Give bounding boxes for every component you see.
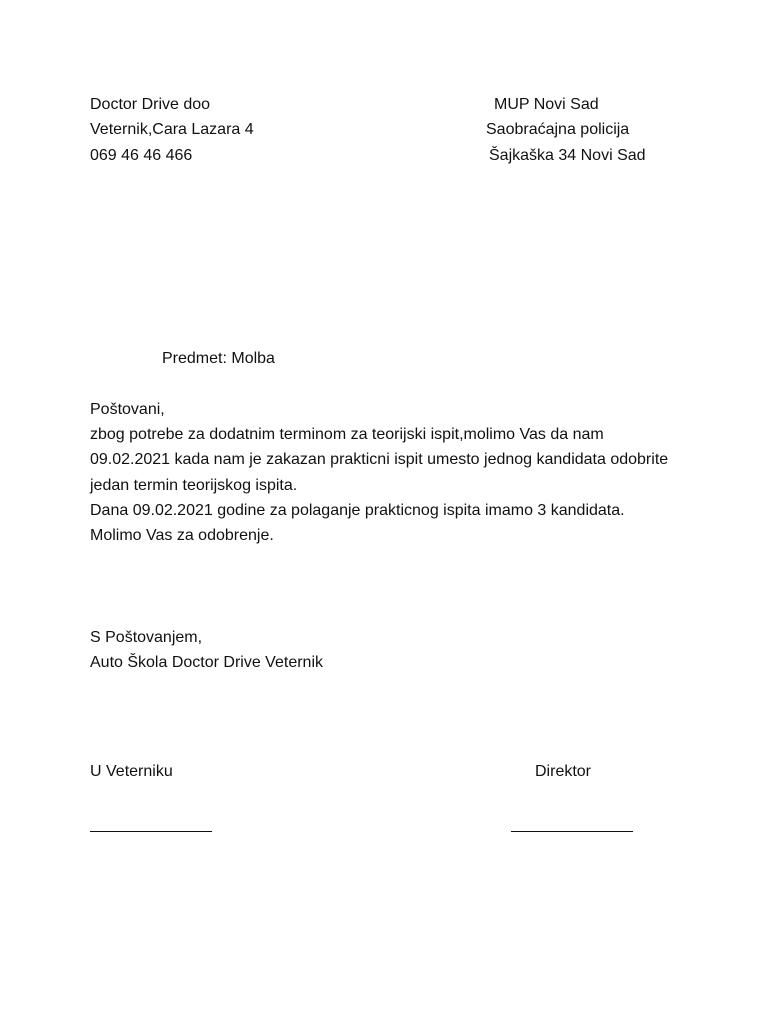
- place-signature-line: [90, 831, 212, 832]
- director-signature-line: [511, 831, 633, 832]
- body-line: zbog potrebe za dodatnim terminom za teorijski ispit,molimo Vas da nam: [90, 426, 604, 443]
- subject-line: Predmet: Molba: [162, 350, 275, 367]
- body-line: Dana 09.02.2021 godine za polaganje prakticnog ispita imamo 3 kandidata.: [90, 501, 625, 519]
- salutation: Poštovani,: [90, 401, 165, 418]
- body-line: 09.02.2021 kada nam je zakazan prakticni ispit umesto jednog kandidata odobrite: [90, 451, 669, 469]
- sender-name: Doctor Drive doo: [90, 96, 211, 113]
- place-label: U Veterniku: [90, 763, 173, 780]
- role-label: Direktor: [535, 763, 592, 780]
- recipient-department: Saobraćajna policija: [486, 121, 630, 138]
- letter-body: [90, 422, 668, 548]
- body-line: Molimo Vas za odobrenje.: [90, 527, 274, 545]
- recipient-name: MUP Novi Sad: [494, 96, 599, 113]
- recipient-address: Šajkaška 34 Novi Sad: [489, 147, 646, 164]
- body-line: jedan termin teorijskog ispita.: [90, 476, 298, 494]
- sender-address: Veternik,Cara Lazara 4: [90, 121, 254, 138]
- sender-phone: 069 46 46 466: [90, 147, 193, 164]
- closing-organization: Auto Škola Doctor Drive Veternik: [90, 654, 323, 671]
- closing-greeting: S Poštovanjem,: [90, 629, 203, 646]
